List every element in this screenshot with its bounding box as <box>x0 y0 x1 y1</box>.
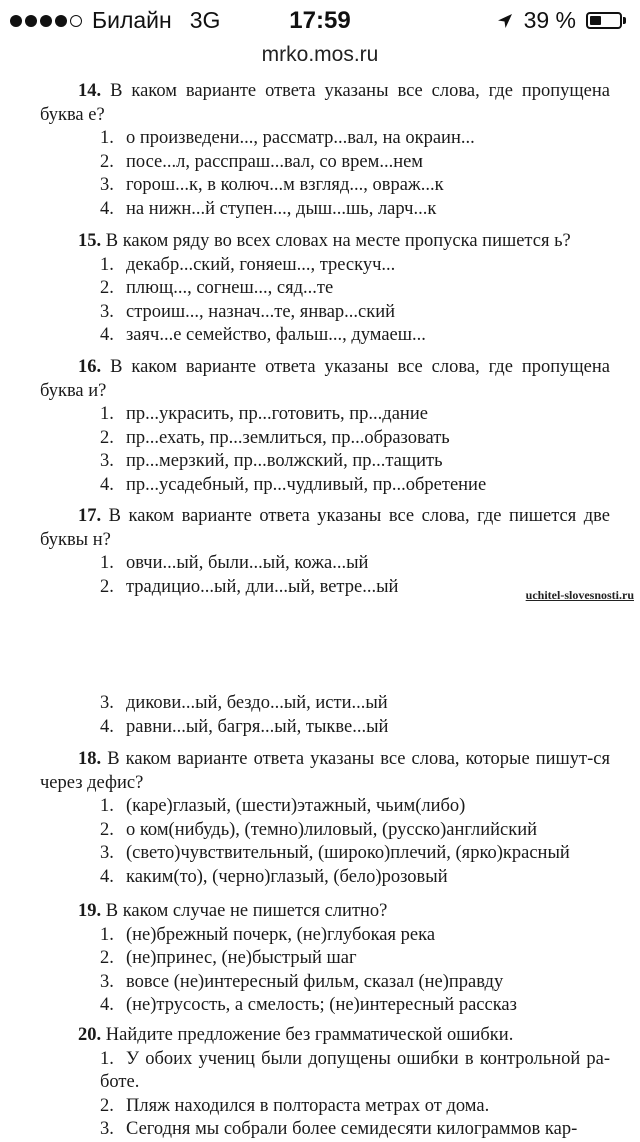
document-page <box>0 78 640 1139</box>
answer-option: 2. (не)принес, (не)быстрый шаг <box>100 948 357 968</box>
answer-option: 3. горош...к, в колюч...м взгляд..., овраж...к <box>100 175 444 195</box>
question-15 <box>0 230 640 348</box>
question-19 <box>0 900 640 1018</box>
question-16 <box>0 356 640 497</box>
question-number: 15. <box>78 231 102 251</box>
address-bar[interactable] <box>0 40 640 78</box>
answer-option: 2. о ком(нибудь), (темно)лиловый, (русско)английский <box>100 819 538 840</box>
answer-option: 3. (свето)чувствительный, (широко)плечий, (ярко)красный <box>100 843 570 863</box>
answer-option: 4. пр...усадебный, пр...чудливый, пр...обретение <box>100 474 487 495</box>
question-number: 14. <box>78 81 102 101</box>
answer-option: 4. (не)трусость, а смелость; (не)интересный рассказ <box>100 995 517 1015</box>
answer-option: 3. строиш..., назнач...те, январ...ский <box>100 301 396 322</box>
question-text: Найдите предложение без грамматической ошибки. <box>105 1025 514 1045</box>
answer-option: 3. пр...мерзкий, пр...волжский, пр...тащить <box>100 451 443 471</box>
question-text: В каком варианте ответа указаны все слова, где пишется две буквы н? <box>40 506 611 550</box>
answer-option: 1. овчи...ый, были...ый, кожа...ый <box>100 553 369 573</box>
location-arrow-icon <box>496 12 514 30</box>
question-17-continued <box>0 692 640 739</box>
answer-option: 4. равни...ый, багря...ый, тыкве...ый <box>100 716 389 737</box>
answer-option: 2. традицио...ый, дли...ый, ветре...ый <box>100 576 399 597</box>
answer-option: 2. посе...л, расспраш...вал, со врем...нем <box>100 151 424 172</box>
answer-option: 1. (не)брежный почерк, (не)глубокая река <box>100 924 436 945</box>
clock: 17:59 <box>289 7 351 34</box>
answer-option: 4. каким(то), (черно)глазый, (бело)розовый <box>100 866 448 887</box>
answer-option: 1. пр...украсить, пр...готовить, пр...дание <box>100 404 428 424</box>
battery-percent: 39 % <box>523 7 576 33</box>
answer-option: 1. У обоих учениц были допущены ошибки в контрольной ра-боте. <box>100 1048 610 1092</box>
question-17 <box>0 505 640 599</box>
question-text: В каком варианте ответа указаны все слова, где пропущена буква е? <box>40 81 610 125</box>
answer-option: 2. плющ..., согнеш..., сяд...те <box>100 278 334 298</box>
answer-option: 4. заяч...е семейство, фальш..., думаеш... <box>100 325 426 345</box>
question-number: 17. <box>78 506 102 526</box>
question-20 <box>0 1024 640 1142</box>
question-number: 16. <box>78 357 102 377</box>
question-18 <box>0 748 640 889</box>
question-number: 18. <box>78 749 102 769</box>
answer-option: 1. (каре)глазый, (шести)этажный, чьим(либо) <box>100 796 466 816</box>
answer-option: 2. пр...ехать, пр...землиться, пр...образовать <box>100 427 450 448</box>
battery-icon <box>586 12 626 29</box>
answer-option: 3. Сегодня мы собрали более семидесяти килограммов кар- <box>100 1119 578 1139</box>
status-bar <box>0 0 640 40</box>
answer-option: 2. Пляж находился в полтораста метрах от дома. <box>100 1095 490 1116</box>
status-right <box>496 7 626 34</box>
answer-option: 3. дикови...ый, бездо...ый, исти...ый <box>100 693 388 713</box>
network-type: 3G <box>189 7 221 33</box>
question-text: В каком варианте ответа указаны все слова, где пропущена буква и? <box>40 357 610 401</box>
url-text[interactable]: mrko.mos.ru <box>261 43 379 66</box>
question-text: В каком случае не пишется слитно? <box>105 901 388 921</box>
question-text: В каком варианте ответа указаны все слова, которые пишут-ся через дефис? <box>40 749 610 793</box>
answer-option: 1. о произведени..., рассматр...вал, на окраин... <box>100 128 475 148</box>
question-14 <box>0 80 640 221</box>
answer-option: 4. на нижн...й ступен..., дыш...шь, ларч...к <box>100 198 437 219</box>
watermark-link[interactable]: uchitel-slovesnosti.ru <box>525 588 634 602</box>
question-number: 20. <box>78 1025 102 1045</box>
question-number: 19. <box>78 901 102 921</box>
carrier-name: Билайн <box>92 7 172 33</box>
question-text: В каком ряду во всех словах на месте пропуска пишется ь? <box>105 231 571 251</box>
answer-option: 1. декабр...ский, гоняеш..., трескуч... <box>100 254 396 275</box>
answer-option: 3. вовсе (не)интересный фильм, сказал (не)правду <box>100 971 504 992</box>
